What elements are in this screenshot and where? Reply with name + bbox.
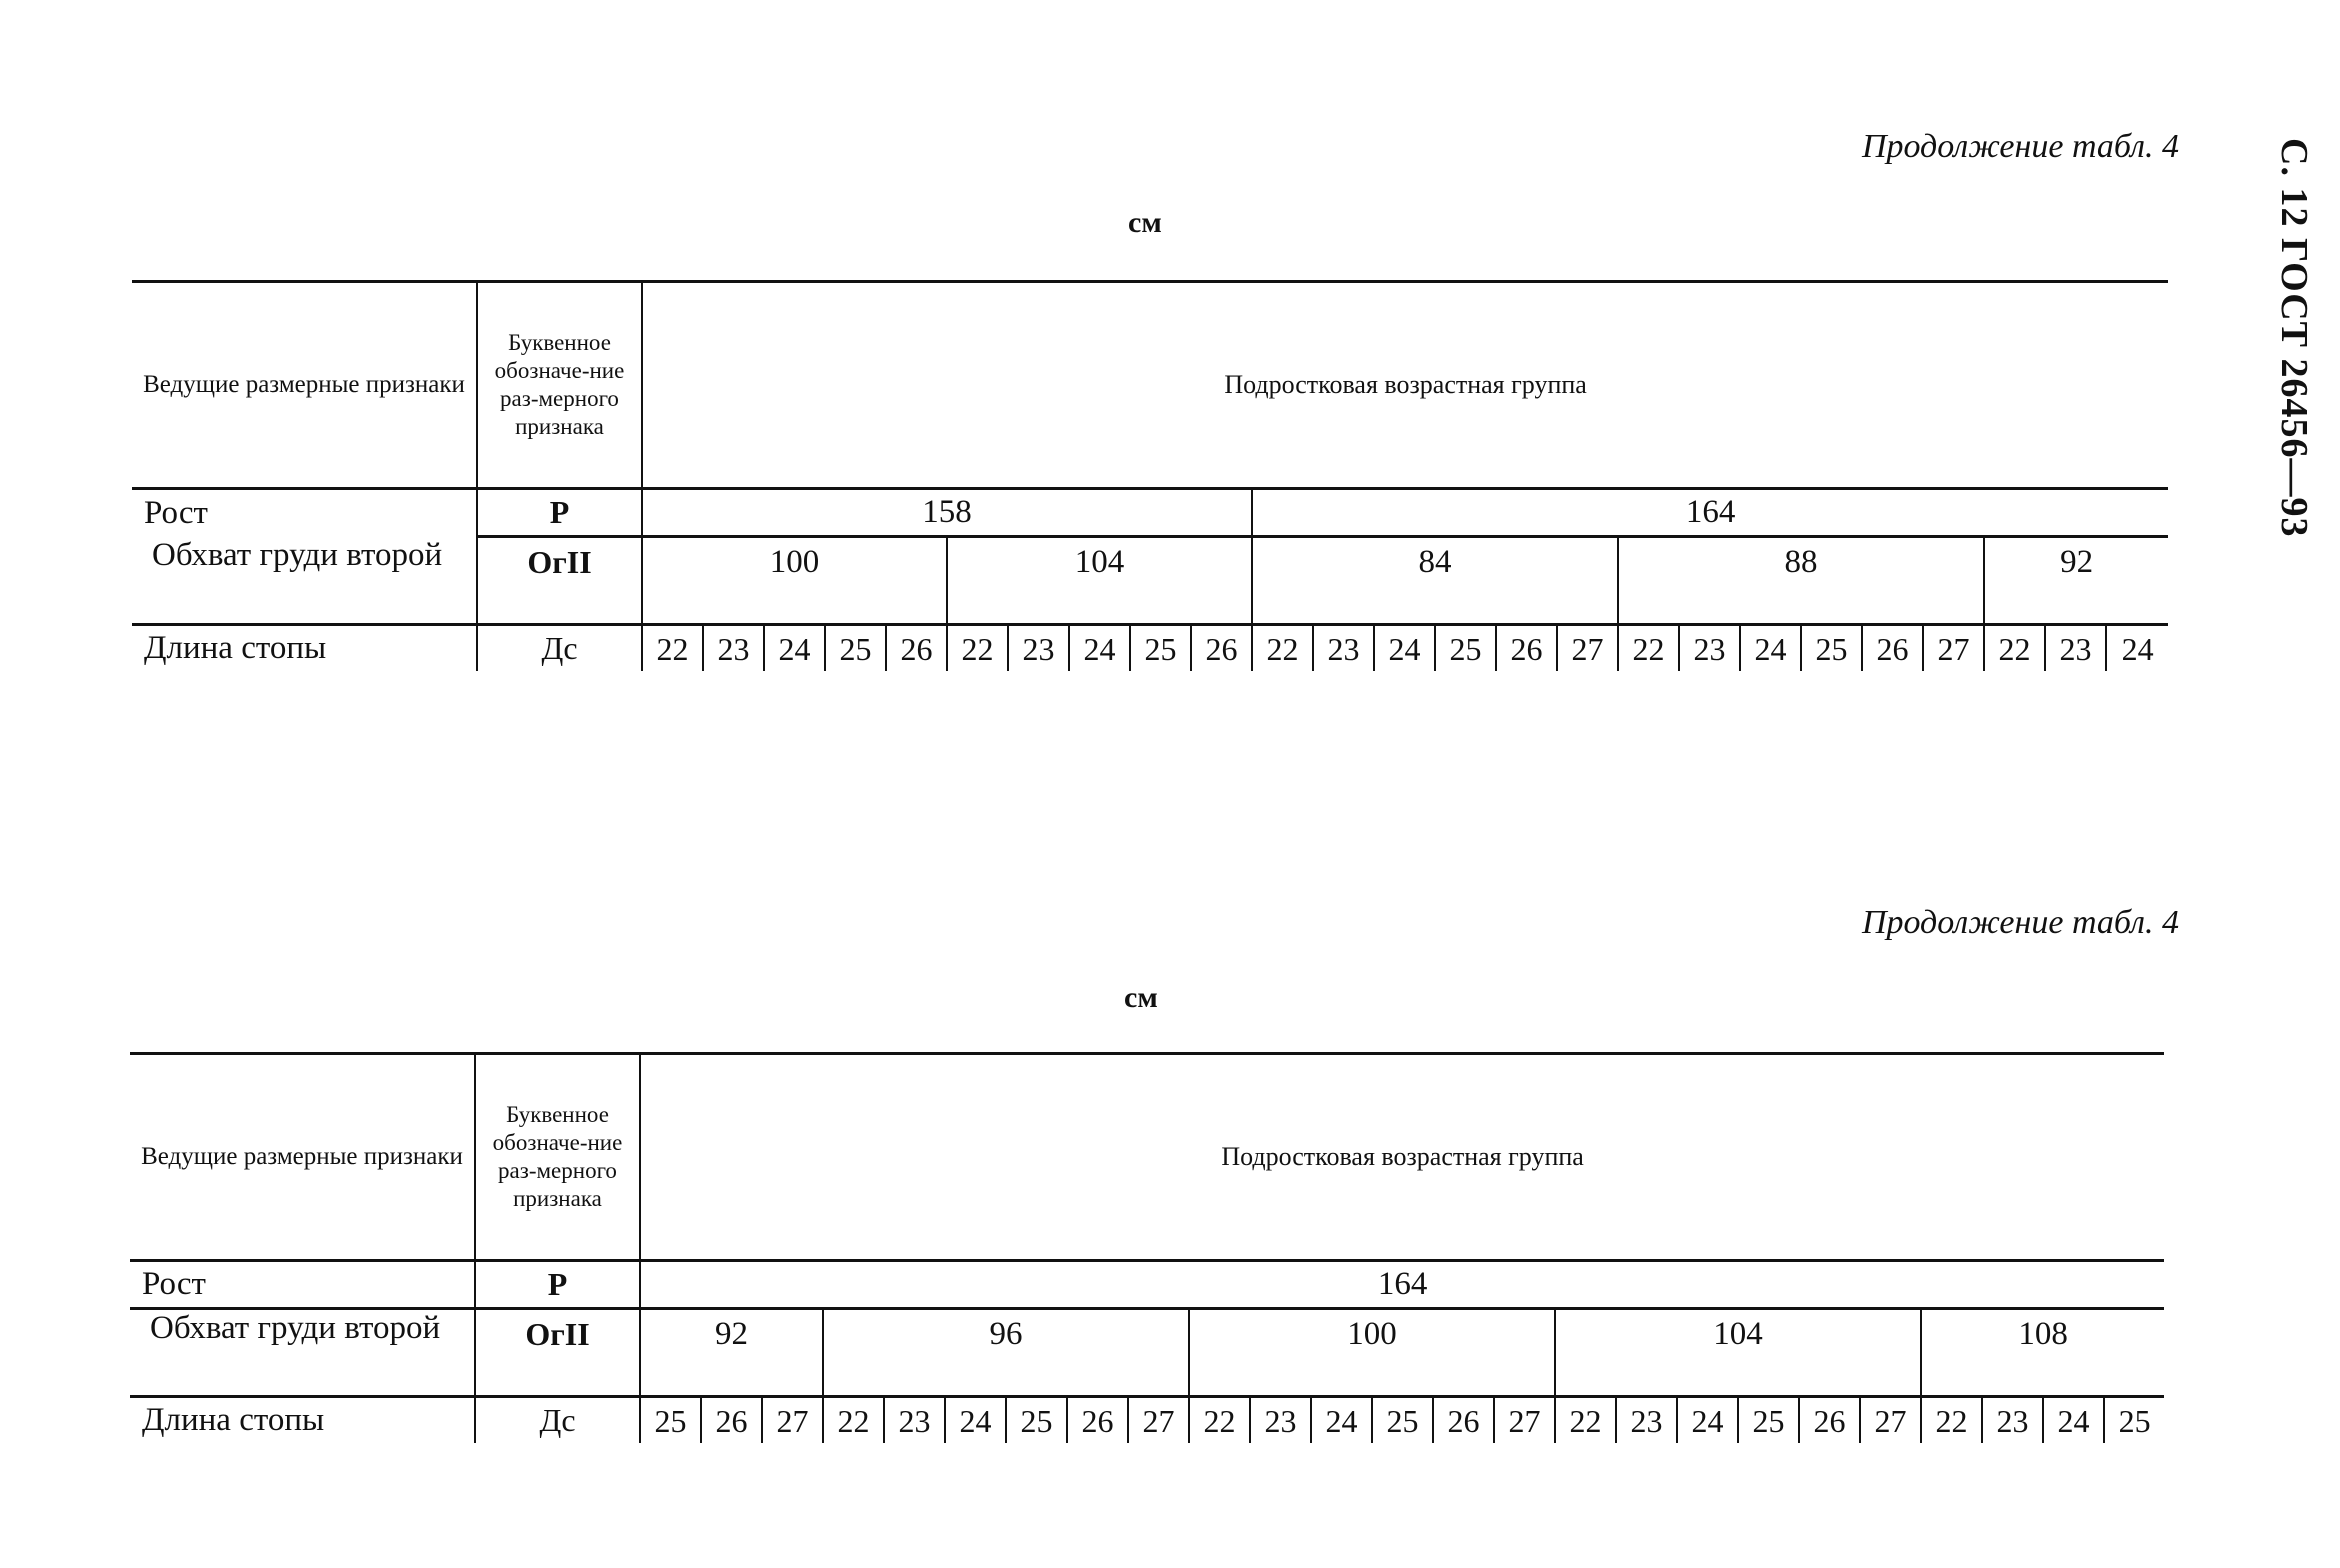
foot-value: 22: [642, 625, 703, 671]
header-letter-designation: Буквенное обозначе-ние раз-мерного признака: [475, 1054, 640, 1261]
foot-value: 25: [1006, 1397, 1067, 1443]
foot-value: 25: [1738, 1397, 1799, 1443]
row-chest: [130, 1309, 2164, 1397]
foot-value: 25: [640, 1397, 701, 1443]
unit-label-2: см: [1124, 981, 1158, 1014]
foot-value: 26: [1496, 625, 1557, 671]
foot-value: 26: [1433, 1397, 1494, 1443]
foot-value: 22: [1252, 625, 1313, 671]
foot-value: 24: [1677, 1397, 1738, 1443]
foot-value: 22: [1555, 1397, 1616, 1443]
code-foot: Дс: [477, 625, 642, 671]
foot-value: 24: [1311, 1397, 1372, 1443]
row-height: [132, 489, 2168, 537]
foot-value: 27: [1923, 625, 1984, 671]
foot-value: 23: [1616, 1397, 1677, 1443]
foot-value: 22: [1984, 625, 2045, 671]
chest-group-2: 96: [823, 1309, 1189, 1397]
chest-group-1: 100: [642, 537, 947, 625]
foot-value: 23: [1982, 1397, 2043, 1443]
foot-value: 24: [2106, 625, 2168, 671]
height-group-2: 164: [1252, 489, 2168, 537]
foot-value: 27: [762, 1397, 823, 1443]
row-label-chest: Обхват груди второй: [132, 537, 477, 625]
foot-value: 25: [1435, 625, 1496, 671]
foot-value: 22: [823, 1397, 884, 1443]
chest-group-3: 100: [1189, 1309, 1555, 1397]
chest-group-5: 92: [1984, 537, 2168, 625]
foot-value: 24: [764, 625, 825, 671]
foot-value: 26: [701, 1397, 762, 1443]
foot-value: 25: [2104, 1397, 2164, 1443]
foot-value: 27: [1860, 1397, 1921, 1443]
unit-label-1: см: [1128, 206, 1162, 239]
chest-group-2: 104: [947, 537, 1252, 625]
foot-value: 23: [1008, 625, 1069, 671]
code-foot: Дс: [475, 1397, 640, 1443]
foot-value: 24: [1374, 625, 1435, 671]
foot-value: 24: [2043, 1397, 2104, 1443]
chest-group-4: 104: [1555, 1309, 1921, 1397]
foot-value: 24: [1069, 625, 1130, 671]
header-age-group: Подростковая возрастная группа: [642, 282, 2168, 489]
code-height: Р: [475, 1261, 640, 1309]
height-group-1: 164: [640, 1261, 2164, 1309]
foot-value: 23: [884, 1397, 945, 1443]
foot-value: 24: [945, 1397, 1006, 1443]
foot-value: 25: [825, 625, 886, 671]
foot-value: 23: [2045, 625, 2106, 671]
page-number-label: С. 12 ГОСТ 26456—93: [2273, 138, 2315, 538]
foot-value: 23: [1679, 625, 1740, 671]
row-label-chest: Обхват груди второй: [130, 1309, 475, 1397]
chest-group-4: 88: [1618, 537, 1984, 625]
foot-value: 24: [1740, 625, 1801, 671]
foot-value: 23: [1313, 625, 1374, 671]
continuation-caption-2: Продолжение табл. 4: [1861, 904, 2179, 941]
code-chest: OгII: [475, 1309, 640, 1397]
foot-value: 22: [947, 625, 1008, 671]
header-leading-signs: Ведущие размерные признаки: [130, 1054, 475, 1261]
foot-value: 27: [1494, 1397, 1555, 1443]
row-label-foot: Длина стопы: [142, 1401, 325, 1438]
foot-value: 26: [1799, 1397, 1860, 1443]
foot-value: 27: [1128, 1397, 1189, 1443]
foot-value: 25: [1372, 1397, 1433, 1443]
row-label-height: Рост: [130, 1261, 475, 1309]
continuation-caption-1: Продолжение табл. 4: [1861, 128, 2179, 165]
chest-group-1: 92: [640, 1309, 823, 1397]
row-foot: [132, 625, 2168, 671]
size-table-2: [130, 1052, 2164, 1443]
foot-value: 26: [1191, 625, 1252, 671]
foot-value: 22: [1618, 625, 1679, 671]
chest-group-5: 108: [1921, 1309, 2164, 1397]
row-height: [130, 1261, 2164, 1309]
foot-value: 22: [1189, 1397, 1250, 1443]
foot-value: 26: [1862, 625, 1923, 671]
header-age-group: Подростковая возрастная группа: [640, 1054, 2164, 1261]
foot-value: 22: [1921, 1397, 1982, 1443]
foot-value: 26: [1067, 1397, 1128, 1443]
code-height: Р: [477, 489, 642, 537]
foot-value: 25: [1130, 625, 1191, 671]
chest-group-3: 84: [1252, 537, 1618, 625]
size-table-1: [132, 280, 2168, 671]
height-group-1: 158: [642, 489, 1252, 537]
header-letter-designation: Буквенное обозначе-ние раз-мерного признака: [477, 282, 642, 489]
code-chest: OгII: [477, 537, 642, 625]
foot-value: 26: [886, 625, 947, 671]
foot-value: 23: [703, 625, 764, 671]
foot-value: 25: [1801, 625, 1862, 671]
header-leading-signs: Ведущие размерные признаки: [132, 282, 477, 489]
row-label-foot: Длина стопы: [144, 629, 327, 666]
row-chest: [132, 537, 2168, 625]
row-label-height: Рост: [144, 494, 208, 531]
foot-value: 23: [1250, 1397, 1311, 1443]
foot-value: 27: [1557, 625, 1618, 671]
row-foot: [130, 1397, 2164, 1443]
